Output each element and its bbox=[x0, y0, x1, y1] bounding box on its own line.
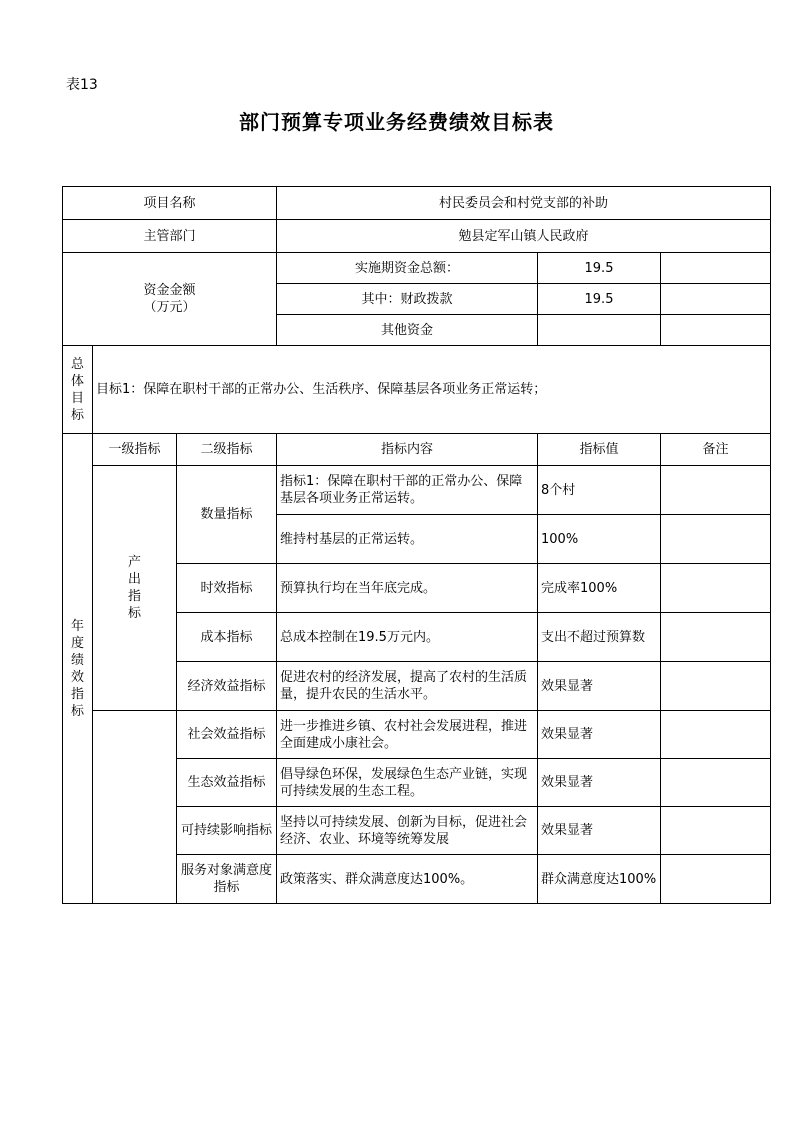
output-label-char: 指 bbox=[127, 589, 141, 604]
output-indicator-label bbox=[93, 466, 177, 711]
project-name-row bbox=[63, 187, 771, 220]
indicator-value: 完成率100% bbox=[538, 564, 661, 613]
header-content: 指标内容 bbox=[277, 434, 538, 466]
fund-total-row bbox=[63, 253, 771, 284]
overall-goal-label bbox=[63, 346, 93, 434]
fund-amount-title: 资金金额 bbox=[143, 283, 196, 298]
annual-indicator-label bbox=[63, 434, 93, 904]
fund-other-blank bbox=[661, 315, 771, 346]
overall-goal-label-char: 目 bbox=[70, 390, 84, 406]
indicator-value: 效果显著 bbox=[538, 759, 661, 807]
indicator-remark bbox=[661, 613, 771, 662]
indicator-header-row bbox=[63, 434, 771, 466]
indicator-value: 100% bbox=[538, 515, 661, 564]
indicator-value: 8个村 bbox=[538, 466, 661, 515]
indicator-content: 总成本控制在19.5万元内。 bbox=[277, 613, 538, 662]
indicator-content: 政策落实、群众满意度达100%。 bbox=[277, 855, 538, 904]
fund-other-label: 其他资金 bbox=[277, 315, 538, 346]
level2-quantity: 数量指标 bbox=[177, 466, 277, 564]
indicator-content: 维持村基层的正常运转。 bbox=[277, 515, 538, 564]
output-label-char: 出 bbox=[127, 572, 141, 587]
indicator-content: 促进农村的经济发展，提高了农村的生活质量，提升农民的生活水平。 bbox=[277, 662, 538, 711]
table-row bbox=[63, 466, 771, 515]
indicator-remark bbox=[661, 466, 771, 515]
indicator-value: 效果显著 bbox=[538, 807, 661, 855]
indicator-content: 预算执行均在当年底完成。 bbox=[277, 564, 538, 613]
indicator-content: 倡导绿色环保，发展绿色生态产业链，实现可持续发展的生态工程。 bbox=[277, 759, 538, 807]
indicator-remark bbox=[661, 759, 771, 807]
indicator-remark bbox=[661, 855, 771, 904]
annual-label-char: 效 bbox=[70, 669, 84, 685]
indicator-remark bbox=[661, 662, 771, 711]
indicator-remark bbox=[661, 515, 771, 564]
department-value: 勉县定军山镇人民政府 bbox=[277, 220, 771, 253]
indicator-remark bbox=[661, 711, 771, 759]
annual-label-char: 度 bbox=[70, 635, 84, 651]
table-row bbox=[63, 711, 771, 759]
level2-satisfaction: 服务对象满意度指标 bbox=[177, 855, 277, 904]
header-remark: 备注 bbox=[661, 434, 771, 466]
level2-cost: 成本指标 bbox=[177, 613, 277, 662]
fund-fiscal-blank bbox=[661, 284, 771, 315]
level2-social: 社会效益指标 bbox=[177, 711, 277, 759]
table-number: 表13 bbox=[66, 77, 98, 93]
header-level1: 一级指标 bbox=[93, 434, 177, 466]
fund-other-value bbox=[538, 315, 661, 346]
annual-label-char: 标 bbox=[70, 703, 84, 719]
annual-label-char: 指 bbox=[70, 686, 84, 702]
indicator-content: 指标1：保障在职村干部的正常办公、保障基层各项业务正常运转。 bbox=[277, 466, 538, 515]
department-label: 主管部门 bbox=[63, 220, 277, 253]
overall-goal-row bbox=[63, 346, 771, 434]
fund-amount-unit: （万元） bbox=[143, 300, 196, 315]
overall-goal-label-char: 体 bbox=[70, 373, 84, 389]
indicator-remark bbox=[661, 564, 771, 613]
indicator-remark bbox=[661, 807, 771, 855]
indicator-content: 坚持以可持续发展、创新为目标，促进社会经济、农业、环境等统筹发展 bbox=[277, 807, 538, 855]
level2-ecological: 生态效益指标 bbox=[177, 759, 277, 807]
fund-total-label: 实施期资金总额： bbox=[277, 253, 538, 284]
overall-goal-text: 目标1：保障在职村干部的正常办公、生活秩序、保障基层各项业务正常运转； bbox=[93, 346, 771, 434]
annual-label-char: 年 bbox=[70, 618, 84, 634]
header-value: 指标值 bbox=[538, 434, 661, 466]
effect-indicator-label bbox=[93, 711, 177, 904]
output-label-char: 标 bbox=[127, 606, 141, 621]
indicator-value: 效果显著 bbox=[538, 662, 661, 711]
level2-economic: 经济效益指标 bbox=[177, 662, 277, 711]
indicator-value: 支出不超过预算数 bbox=[538, 613, 661, 662]
overall-goal-label-char: 总 bbox=[70, 356, 84, 372]
fund-fiscal-label: 其中：财政拨款 bbox=[277, 284, 538, 315]
page-title: 部门预算专项业务经费绩效目标表 bbox=[239, 110, 554, 134]
level2-timeliness: 时效指标 bbox=[177, 564, 277, 613]
project-name-value: 村民委员会和村党支部的补助 bbox=[277, 187, 771, 220]
output-label-char: 产 bbox=[127, 555, 141, 570]
fund-total-blank bbox=[661, 253, 771, 284]
indicator-value: 群众满意度达100% bbox=[538, 855, 661, 904]
fund-total-value: 19.5 bbox=[538, 253, 661, 284]
header-level2: 二级指标 bbox=[177, 434, 277, 466]
level2-sustainable: 可持续影响指标 bbox=[177, 807, 277, 855]
fund-fiscal-value: 19.5 bbox=[538, 284, 661, 315]
department-row bbox=[63, 220, 771, 253]
indicator-value: 效果显著 bbox=[538, 711, 661, 759]
performance-target-table bbox=[62, 186, 771, 904]
overall-goal-label-char: 标 bbox=[70, 407, 84, 423]
project-name-label: 项目名称 bbox=[63, 187, 277, 220]
annual-label-char: 绩 bbox=[70, 652, 84, 668]
indicator-content: 进一步推进乡镇、农村社会发展进程，推进全面建成小康社会。 bbox=[277, 711, 538, 759]
fund-amount-label bbox=[63, 253, 277, 346]
